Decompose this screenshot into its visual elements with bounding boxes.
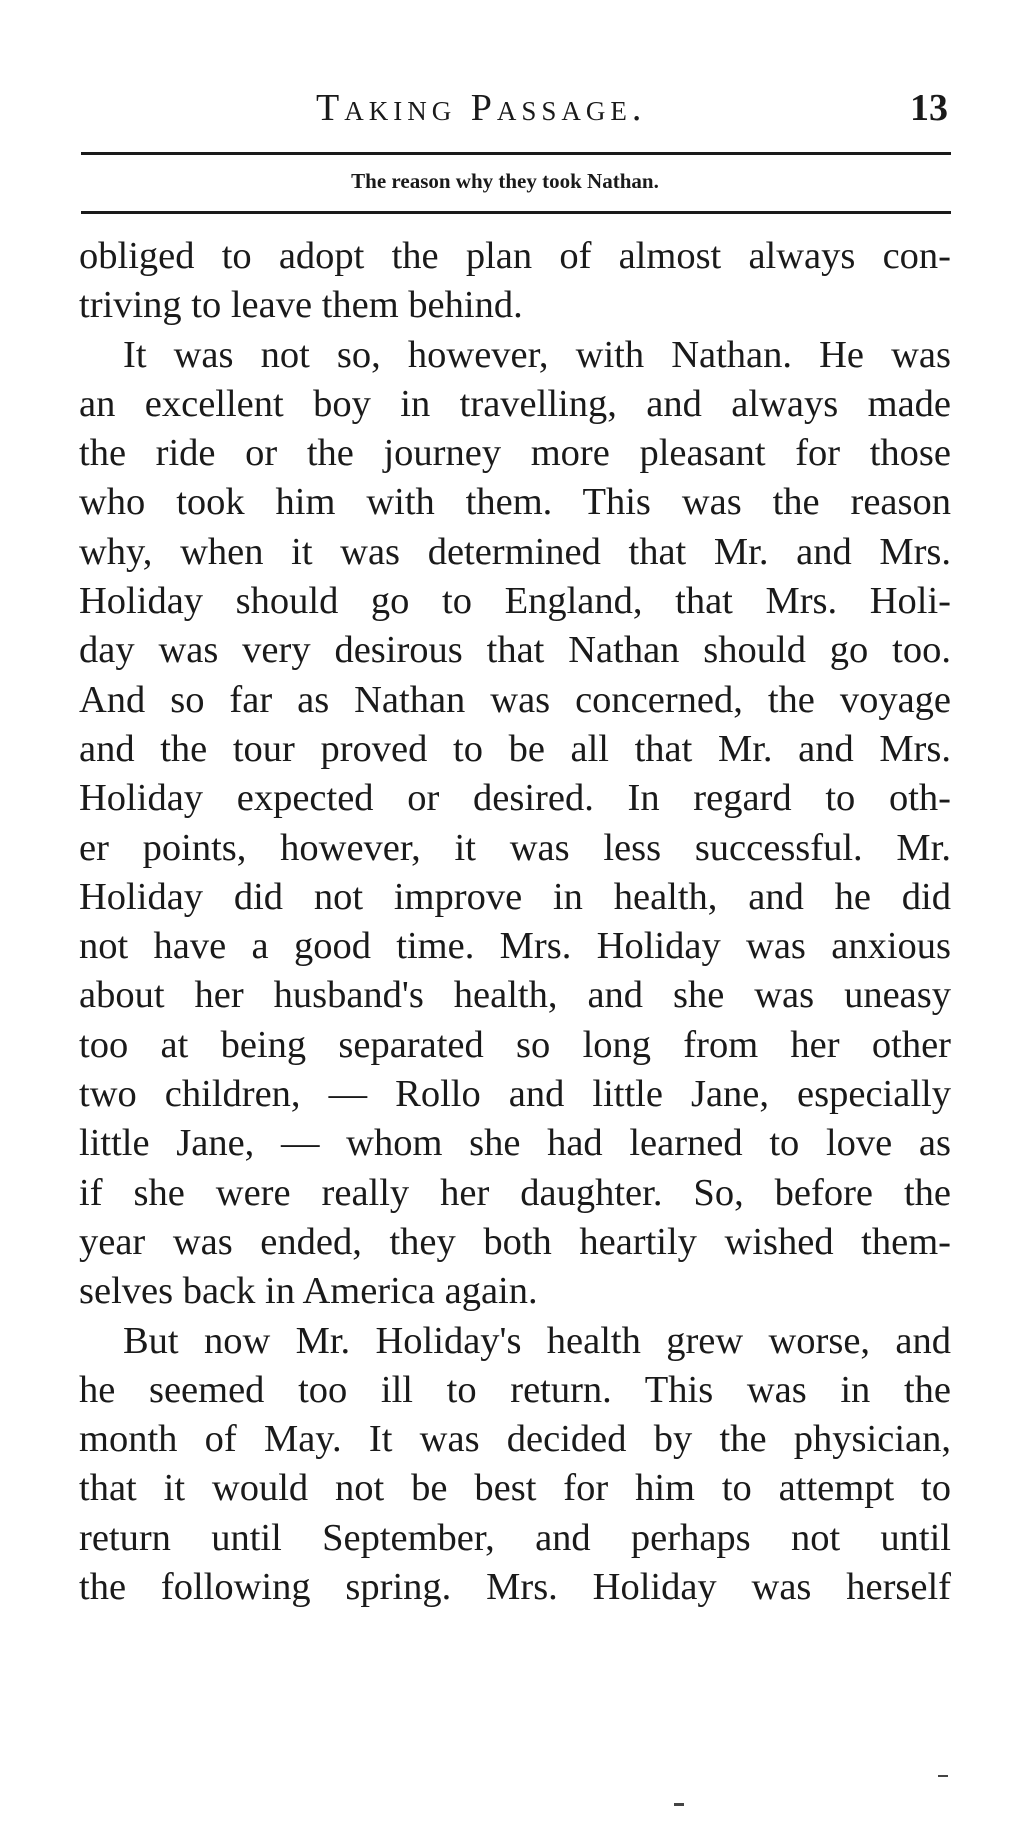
text-line: Holiday expected or desired. In regard to oth- bbox=[79, 777, 951, 820]
text-line: who took him with them. This was the reason bbox=[79, 481, 951, 524]
text-line: Holiday should go to England, that Mrs. Holi- bbox=[79, 580, 951, 623]
text-line: month of May. It was decided by the physician, bbox=[79, 1418, 951, 1461]
text-line: he seemed too ill to return. This was in the bbox=[79, 1368, 951, 1411]
header-rule-top bbox=[81, 152, 951, 155]
print-speck bbox=[674, 1803, 684, 1806]
text-line: and the tour proved to be all that Mr. and Mrs. bbox=[79, 727, 951, 770]
text-line: triving to leave them behind. bbox=[79, 284, 523, 327]
text-line: day was very desirous that Nathan should go too. bbox=[79, 629, 951, 672]
running-header bbox=[0, 86, 1010, 136]
print-speck bbox=[938, 1775, 948, 1777]
text-line: the ride or the journey more pleasant for those bbox=[79, 432, 951, 475]
text-line: two children, — Rollo and little Jane, especially bbox=[79, 1073, 951, 1116]
page-number: 13 bbox=[910, 87, 948, 129]
text-line: But now Mr. Holiday's health grew worse, and bbox=[123, 1319, 951, 1362]
text-line: an excellent boy in travelling, and always made bbox=[79, 382, 951, 425]
text-line: not have a good time. Mrs. Holiday was anxious bbox=[79, 925, 951, 968]
text-line: return until September, and perhaps not until bbox=[79, 1516, 951, 1559]
text-line: Holiday did not improve in health, and he did bbox=[79, 875, 951, 918]
text-line: about her husband's health, and she was uneasy bbox=[79, 974, 951, 1017]
text-line: that it would not be best for him to attempt to bbox=[79, 1467, 951, 1510]
running-title: Taking Passage. bbox=[316, 87, 647, 129]
text-line: And so far as Nathan was concerned, the voyage bbox=[79, 678, 951, 721]
page-subtitle: The reason why they took Nathan. bbox=[351, 169, 659, 193]
text-line: the following spring. Mrs. Holiday was herself bbox=[79, 1566, 951, 1609]
text-line: er points, however, it was less successful. Mr. bbox=[79, 826, 951, 869]
text-line: year was ended, they both heartily wished them- bbox=[79, 1220, 951, 1263]
text-line: too at being separated so long from her other bbox=[79, 1023, 951, 1066]
text-line: why, when it was determined that Mr. and Mrs. bbox=[79, 530, 951, 573]
header-rule-bottom bbox=[81, 211, 951, 214]
text-line: obliged to adopt the plan of almost always con- bbox=[79, 235, 951, 277]
text-line: little Jane, — whom she had learned to love as bbox=[79, 1122, 951, 1165]
text-line: It was not so, however, with Nathan. He was bbox=[123, 333, 951, 376]
text-line: selves back in America again. bbox=[79, 1270, 538, 1313]
body-text bbox=[79, 232, 951, 1612]
text-line: if she were really her daughter. So, before the bbox=[79, 1171, 951, 1214]
